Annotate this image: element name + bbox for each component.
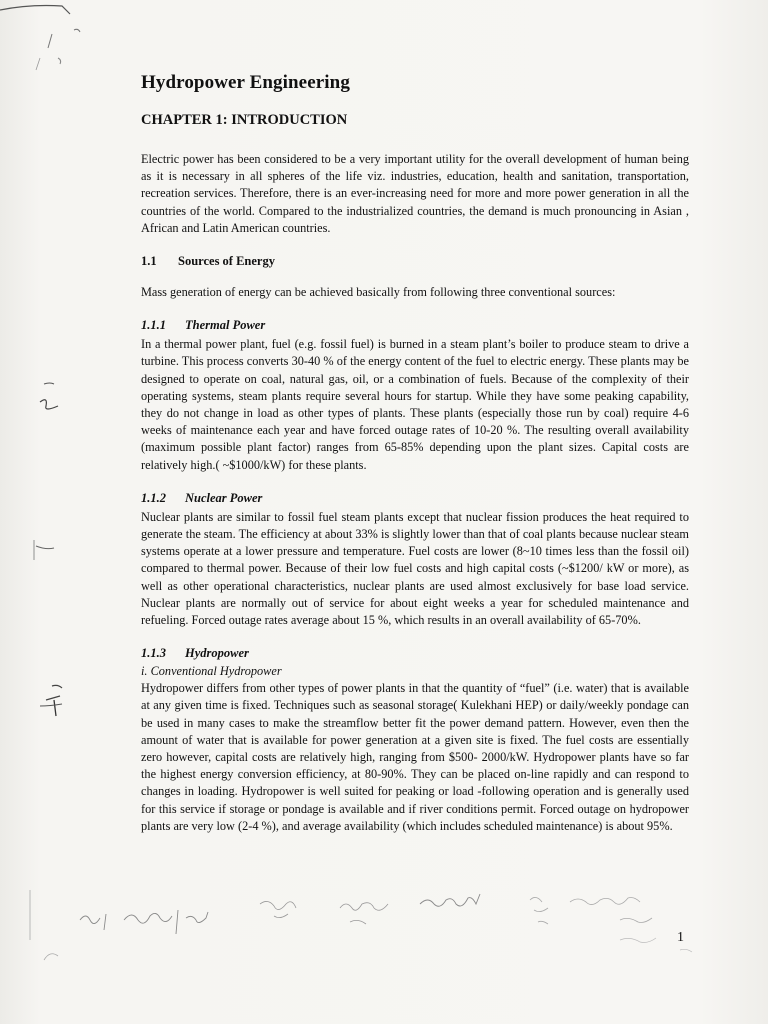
section-heading-1-1 (141, 254, 689, 269)
subsection-title: Hydropower (185, 646, 249, 661)
page-content (141, 72, 689, 835)
handwritten-notes (60, 890, 740, 970)
subsection-heading-thermal (141, 318, 689, 333)
hydro-paragraph: Hydropower differs from other types of power plants in that the quantity of “fuel” (i.e. water) that is available at any given time is fixed. Techniques such as seasonal storage( Kulekhani HEP) or daily/weekly pondage can be used in many cases to make the streamflow better fit the power demand pattern. However, even then the amount of water that is available for power generation at a given site is fixed. The fuel costs are essentially zero however, capital costs are relatively high, ranging from $500- 2000/kW. Hydropower plants have so far the highest energy conversion efficiency, at 80-90%. They can be placed on-line rapidly and can respond to changes in loading. Hydropower is well suited for peaking or load -following operation and is generally used for this service if storage or pondage is available and if river conditions permit. Forced outage on hydropower plants are very low (2-4 %), and average availability (which includes scheduled maintenance) is about 95%. (141, 681, 689, 833)
section-number: 1.1 (141, 254, 157, 269)
chapter-heading: CHAPTER 1: INTRODUCTION (141, 112, 348, 128)
intro-paragraph: Electric power has been considered to be a very important utility for the overall development of human being as it is necessary in all spheres of the life viz. industries, education, health and sanitation, transportation, recreation services. Therefore, there is an ever-increasing need for more and more power generation in all the countries of the world. Compared to the industrialized countries, the demand is much pronouncing in Asian , African and Latin American countries. (141, 152, 689, 235)
subsection-heading-hydro (141, 646, 689, 661)
document-title: Hydropower Engineering (141, 72, 350, 93)
subsection-title: Nuclear Power (185, 490, 263, 505)
subsection-number: 1.1.1 (141, 318, 166, 333)
subsection-number: 1.1.2 (141, 490, 166, 505)
subsection-heading-nuclear (141, 491, 689, 506)
nuclear-paragraph: Nuclear plants are similar to fossil fuel steam plants except that nuclear fission produces the heat required to generate the steam. The efficiency at about 33% is slightly lower than that of coal plants because nuclear steam systems operate at a lower pressure and temperature. Fuel costs are lower (8~10 times less than the fossil oil) compared to thermal power. Because of their low fuel costs and high capital costs (~$1200/ kW or more), as well as other operational characteristics, nuclear plants are used almost exclusively for base load service. Nuclear plants are normally out of service for about eight weeks a year for scheduled maintenance and refueling. Forced outage rates average about 15 %, which results in an overall availability of 65-70%. (141, 509, 689, 628)
sources-lead: Mass generation of energy can be achieved basically from following three conventional sources: (141, 285, 616, 300)
page-number: 1 (677, 930, 684, 945)
margin-scribbles (0, 0, 140, 1024)
subsection-number: 1.1.3 (141, 646, 166, 661)
thermal-paragraph: In a thermal power plant, fuel (e.g. fossil fuel) is burned in a steam plant’s boiler to produce steam to drive a turbine. This process converts 30-40 % of the energy content of the fuel to electric energy. These plants may be designed to operate on coal, natural gas, oil, or a combination of fuels. Because of the complexity of their operating systems, steam plants require several hours for startup. While they have some peaking capability, they do not change in load as other types of plants. These plants (especially those run by coal) require 4-6 weeks of maintenance each year and have forced outage rates of 10-20 %. The resulting overall availability (maximum possible plant factor) ranges from 65-85% depending upon the plant sizes. Capital costs are relatively high.( ~$1000/kW) for these plants. (141, 337, 689, 472)
subsection-title: Thermal Power (185, 318, 266, 333)
subsubsection-heading: i. Conventional Hydropower (141, 664, 282, 679)
section-title: Sources of Energy (178, 254, 275, 269)
